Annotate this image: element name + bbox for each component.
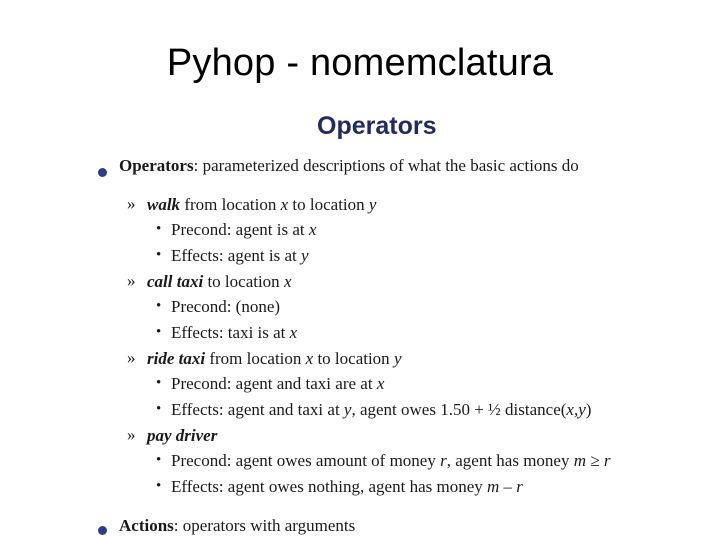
operator-call-taxi-precond: Precond: (none) [171, 297, 281, 316]
operator-pay-driver-effects: Effects: agent owes nothing, agent has money m – r [171, 477, 523, 496]
operator-name: walk [147, 195, 181, 214]
intro-text: : parameterized descriptions of what the basic actions do [193, 156, 579, 175]
operator-ride-taxi-effects: Effects: agent and taxi at y, agent owes 1.50 + ½ distance(x,y) [171, 400, 592, 419]
operator-walk-precond: Precond: agent is at x [171, 220, 317, 239]
operator-pay-driver-signature [147, 426, 217, 446]
intro-line [119, 156, 579, 176]
operator-ride-taxi-signature: ride taxi from location x to location y [147, 349, 402, 368]
operator-name: call taxi [147, 272, 204, 291]
operator-name: ride taxi [147, 349, 206, 368]
chevron-pay-driver: » [127, 425, 136, 444]
chevron-call-taxi: » [127, 271, 136, 290]
chevron-walk: » [127, 194, 136, 213]
section-heading: Operators [317, 112, 437, 140]
dot-ride-taxi-precond: • [156, 375, 162, 391]
slide-title: Pyhop - nomemclatura [166, 42, 554, 84]
dot-walk-precond: • [156, 221, 162, 237]
operator-pay-driver-precond: Precond: agent owes amount of money r, agent has money m ≥ r [171, 451, 611, 470]
dot-call-taxi-precond: • [156, 298, 162, 314]
dot-pay-driver-effects: • [156, 478, 162, 494]
main-bullet-operators [98, 168, 107, 177]
intro-term: Operators [119, 156, 194, 175]
operator-walk-signature: walk from location x to location y [147, 195, 377, 214]
main-bullet-actions [98, 526, 107, 535]
dot-call-taxi-effects: • [156, 324, 162, 340]
dot-pay-driver-precond: • [156, 452, 162, 468]
actions-line [119, 516, 355, 536]
operator-ride-taxi-precond: Precond: agent and taxi are at x [171, 374, 385, 393]
operator-name: pay driver [147, 426, 218, 445]
operator-walk-effects: Effects: agent is at y [171, 246, 309, 265]
operator-call-taxi-effects: Effects: taxi is at x [171, 323, 298, 342]
dot-ride-taxi-effects: • [156, 401, 162, 417]
actions-term: Actions [119, 516, 174, 535]
operator-call-taxi-signature: call taxi to location x [147, 272, 292, 291]
chevron-ride-taxi: » [127, 348, 136, 367]
actions-text: : operators with arguments [173, 516, 356, 535]
dot-walk-effects: • [156, 247, 162, 263]
